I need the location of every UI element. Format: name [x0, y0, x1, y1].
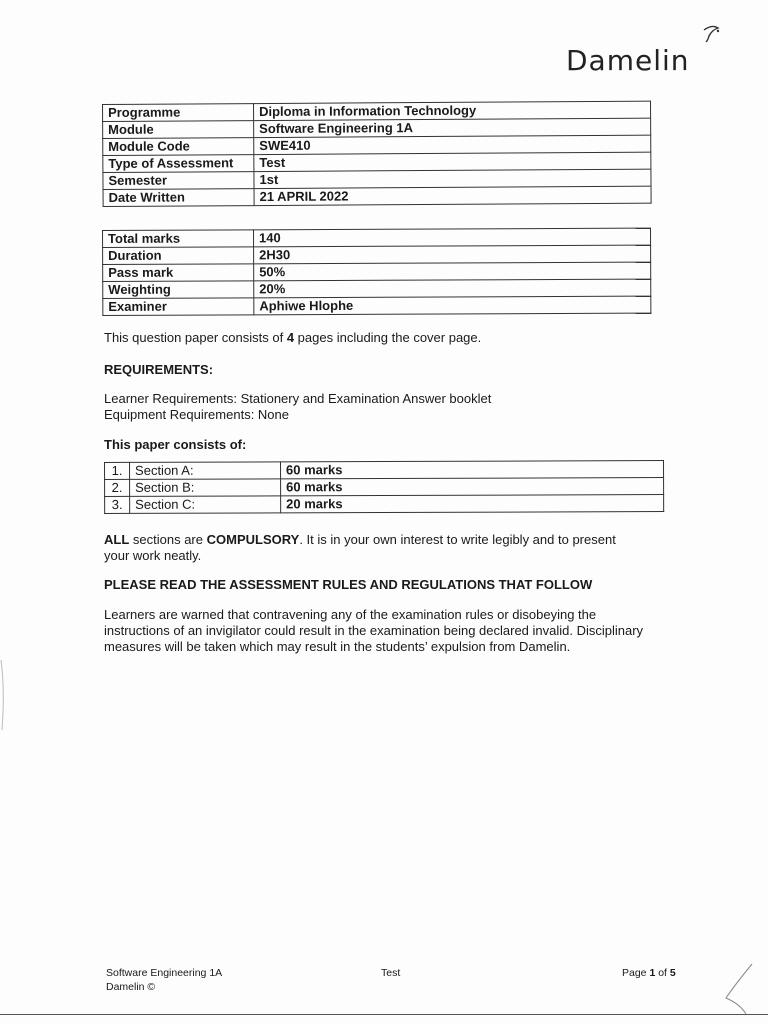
footer-center: Test [381, 967, 401, 979]
footer-page-number: Page 1 of 5 [622, 967, 676, 979]
table-row: Duration 2H30 [103, 245, 651, 264]
damelin-logo-mark-icon [700, 22, 722, 44]
table-row: 1. Section A: 60 marks [105, 461, 664, 480]
module-info-table [102, 101, 652, 207]
table-row: Programme Diploma in Information Technology [103, 101, 651, 121]
table-row: Pass mark 50% [103, 262, 651, 281]
learner-requirements: Learner Requirements: Stationery and Examination Answer booklet [104, 391, 492, 406]
table-row: Type of Assessment Test [103, 152, 651, 172]
table-row: Total marks 140 [103, 228, 651, 247]
equipment-requirements: Equipment Requirements: None [104, 407, 289, 422]
table-row: Weighting 20% [103, 279, 651, 298]
sections-table [104, 460, 664, 514]
requirements-heading: REQUIREMENTS: [104, 362, 214, 377]
page-edge-mark-icon [0, 660, 6, 730]
warning-paragraph: Learners are warned that contravening any of the examination rules or disobeying the instructions of an invigilator could result in the examination being declared invalid. Disciplinary measures will be taken which may result in the students’ expulsion from Damelin. [104, 607, 644, 654]
marks-info-table [102, 228, 651, 316]
table-row: Examiner Aphiwe Hlophe [103, 296, 651, 315]
compulsory-text: ALL sections are COMPULSORY. It is in your own interest to write legibly and to present your work neatly. [104, 532, 616, 563]
page-corner-curl-icon [722, 960, 768, 1024]
footer-left: Software Engineering 1A Damelin © [106, 967, 223, 993]
damelin-logo: Damelin [566, 44, 690, 77]
consists-heading: This paper consists of: [104, 437, 247, 452]
table-row: Semester 1st [103, 169, 651, 189]
page-count-text: This question paper consists of 4 pages including the cover page. [104, 330, 482, 345]
table-row: Date Written 21 APRIL 2022 [103, 186, 651, 206]
page-bottom-edge [0, 1014, 768, 1015]
table-row: 2. Section B: 60 marks [105, 478, 664, 497]
table-row: Module Code SWE410 [103, 135, 651, 155]
table-row: 3. Section C: 20 marks [105, 495, 664, 514]
table-row: Module Software Engineering 1A [103, 118, 651, 138]
rules-heading: PLEASE READ THE ASSESSMENT RULES AND REGULATIONS THAT FOLLOW [104, 577, 593, 592]
